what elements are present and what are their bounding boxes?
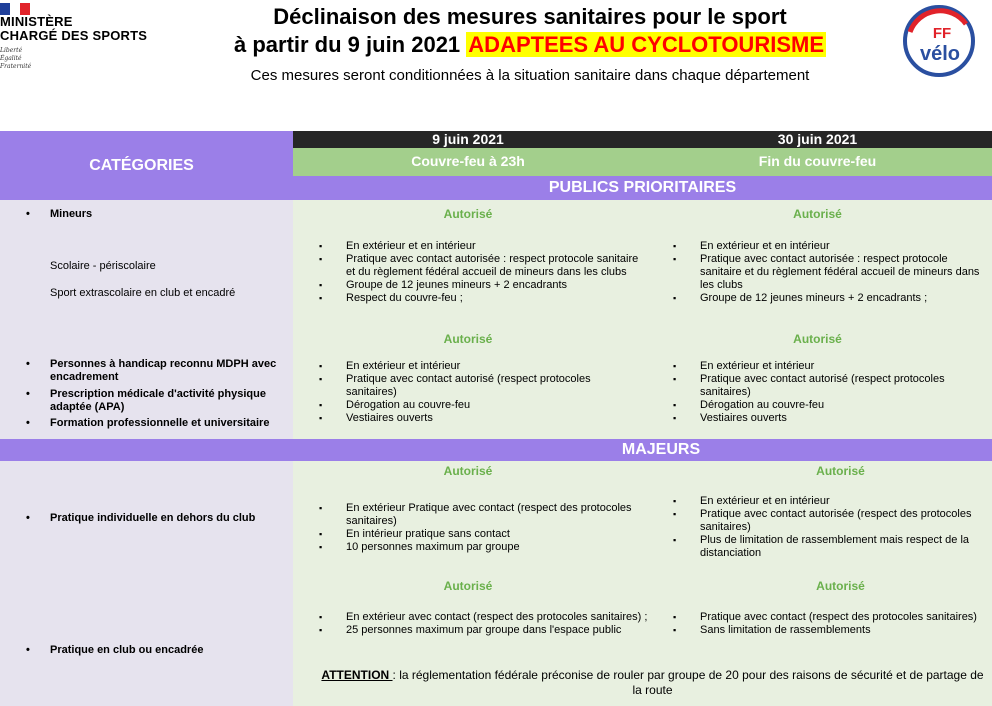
authorized-label: Autorisé (443, 207, 493, 221)
club-june30-list (672, 611, 990, 637)
category-scolaire: Scolaire - périscolaire (50, 260, 156, 272)
list-item: ▪ En intérieur pratique sans contact (318, 528, 648, 541)
mineurs-june30-list (672, 240, 990, 305)
list-item: ▪ Pratique avec contact autorisée (respect des protocoles sanitaires) (672, 508, 988, 534)
category-apa-label: Prescription médicale d'activité physique adaptée (APA) (50, 388, 266, 413)
authorized-label: Autorisé (443, 464, 493, 478)
list-item: ▪ 25 personnes maximum par groupe dans l'espace public (318, 624, 648, 637)
attention-label: ATTENTION (321, 668, 393, 682)
logo-ff-text: FF (932, 25, 952, 42)
handicap-june9-list (318, 360, 618, 425)
category-apa: • Prescription médicale d'activité physique adaptée (APA) (26, 388, 266, 413)
list-item: ▪ Pratique avec contact autorisé (respect protocoles sanitaires) (672, 373, 972, 399)
title-highlight: ADAPTEES AU CYCLOTOURISME (468, 32, 824, 57)
category-club: • Pratique en club ou encadrée (26, 644, 204, 656)
category-club-label: Pratique en club ou encadrée (50, 644, 204, 656)
column-sub-end-curfew: Fin du couvre-feu (643, 148, 992, 176)
list-item: ▪ Groupe de 12 jeunes mineurs + 2 encadrants ; (672, 292, 990, 305)
list-item: ▪ Dérogation au couvre-feu (318, 399, 618, 412)
category-formation: • Formation professionnelle et universitaire (26, 417, 270, 429)
authorized-label: Autorisé (816, 579, 865, 593)
category-formation-label: Formation professionnelle et universitaire (50, 417, 270, 429)
attention-note (320, 668, 985, 698)
list-item: ▪ 10 personnes maximum par groupe (318, 541, 648, 554)
individuelle-june9-list (318, 502, 648, 554)
list-item: ▪ Groupe de 12 jeunes mineurs + 2 encadrants (318, 279, 643, 292)
list-item: ▪ En extérieur et intérieur (318, 360, 618, 373)
title-date-text: à partir du 9 juin 2021 (233, 32, 467, 57)
list-item: ▪ Pratique avec contact autorisée : respect protocole sanitaire et du règlement fédéral accueil de mineurs dans les clubs (672, 253, 990, 292)
list-item: ▪ Plus de limitation de rassemblement mais respect de la distanciation (672, 534, 988, 560)
logo-velo-text: vélo (919, 43, 961, 65)
list-item: ▪ Pratique avec contact autorisé (respect protocoles sanitaires) (318, 373, 618, 399)
authorized-label: Autorisé (793, 332, 842, 346)
attention-text: : la réglementation fédérale préconise de rouler par groupe de 20 pour des raisons de sécurité et de partage de la route (392, 668, 984, 697)
club-june9-list (318, 611, 648, 637)
ministry-line2: CHARGÉ DES SPORTS (0, 28, 148, 43)
list-item: ▪ Respect du couvre-feu ; (318, 292, 643, 305)
authorized-label: Autorisé (816, 464, 865, 478)
motto-line: Liberté (0, 47, 23, 54)
list-item: ▪ En extérieur et en intérieur (672, 495, 988, 508)
authorized-label: Autorisé (443, 332, 493, 346)
list-item: ▪ Vestiaires ouverts (672, 412, 972, 425)
list-item: ▪ Vestiaires ouverts (318, 412, 618, 425)
categories-header: CATÉGORIES (0, 131, 293, 200)
ministry-motto (0, 47, 31, 71)
column-date-june30: 30 juin 2021 (643, 131, 992, 148)
category-handicap: • Personnes à handicap reconnu MDPH avec encadrement (26, 358, 277, 383)
handicap-june30-list (672, 360, 972, 425)
category-extrascolaire: Sport extrascolaire en club et encadré (50, 287, 236, 299)
list-item: ▪ Pratique avec contact autorisée : respect protocole sanitaire et du règlement fédéral accueil de mineurs dans les clubs (318, 253, 643, 279)
motto-line: Fraternité (0, 63, 32, 70)
list-item: ▪ En extérieur et en intérieur (318, 240, 643, 253)
column-sub-curfew: Couvre-feu à 23h (293, 148, 643, 176)
category-handicap-label: Personnes à handicap reconnu MDPH avec encadrement (50, 358, 277, 383)
ffvelo-logo-icon (900, 2, 978, 80)
ministry-name (0, 15, 147, 43)
page-title-line2 (180, 31, 880, 59)
category-individuelle: • Pratique individuelle en dehors du club (26, 512, 256, 524)
authorized-label: Autorisé (793, 207, 842, 221)
list-item: ▪ En extérieur avec contact (respect des protocoles sanitaires) ; (318, 611, 648, 624)
category-mineurs-label: Mineurs (50, 208, 93, 220)
page-subtitle: Ces mesures seront conditionnées à la situation sanitaire dans chaque département (250, 67, 810, 84)
list-item: ▪ En extérieur et en intérieur (672, 240, 990, 253)
ministry-line1: MINISTÈRE (0, 14, 73, 29)
motto-line: Égalité (0, 55, 22, 62)
category-individuelle-label: Pratique individuelle en dehors du club (50, 512, 256, 524)
list-item: ▪ En extérieur et intérieur (672, 360, 972, 373)
mineurs-june9-list (318, 240, 643, 305)
section-publics-prioritaires: PUBLICS PRIORITAIRES (293, 176, 992, 200)
page-title-line1: Déclinaison des mesures sanitaires pour le sport (273, 4, 787, 29)
column-date-june9: 9 juin 2021 (293, 131, 643, 148)
authorized-label: Autorisé (443, 579, 493, 593)
section-majeurs-label: MAJEURS (621, 441, 701, 458)
list-item: ▪ Pratique avec contact (respect des protocoles sanitaires) (672, 611, 990, 624)
individuelle-june30-list (672, 495, 988, 560)
left-panel-majeurs (0, 461, 293, 706)
category-mineurs: • Mineurs (26, 208, 93, 220)
section-majeurs (0, 439, 992, 461)
list-item: ▪ Dérogation au couvre-feu (672, 399, 972, 412)
list-item: ▪ Sans limitation de rassemblements (672, 624, 990, 637)
list-item: ▪ En extérieur Pratique avec contact (respect des protocoles sanitaires) (318, 502, 648, 528)
